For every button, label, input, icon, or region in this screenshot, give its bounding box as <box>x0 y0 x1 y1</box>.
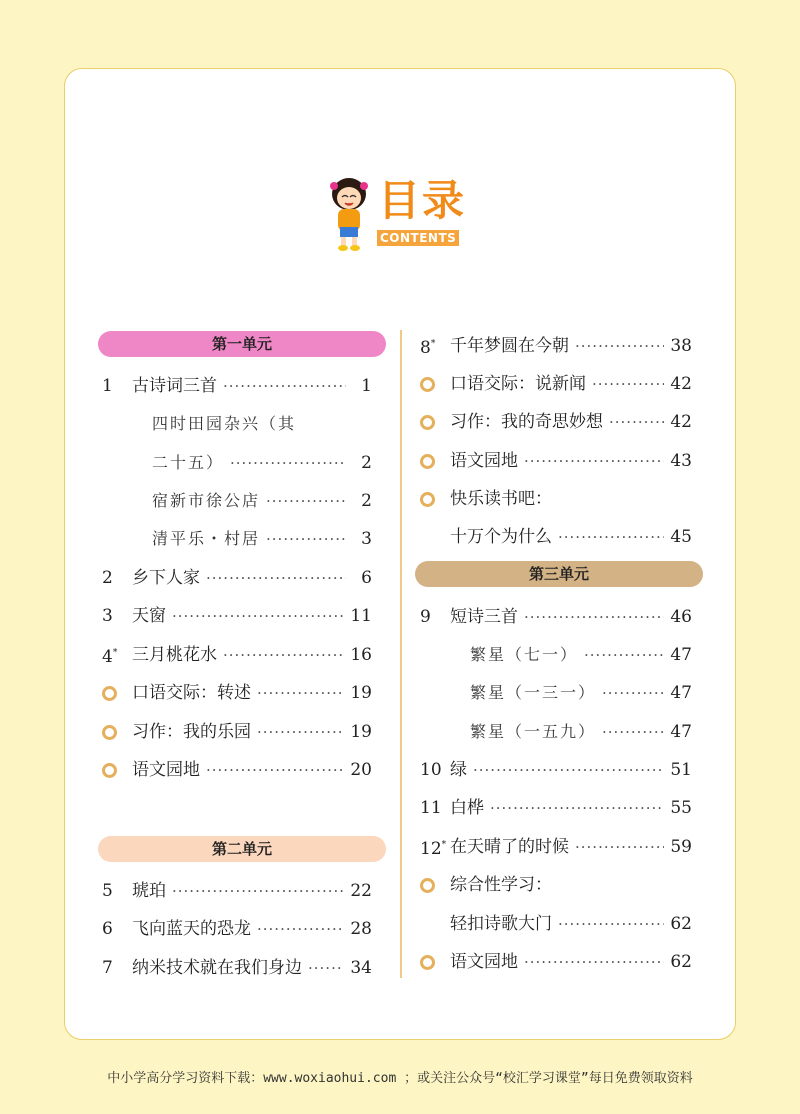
page-number: 16 <box>350 645 372 665</box>
leader-dots <box>602 719 664 745</box>
page-number: 2 <box>361 491 372 511</box>
leader-dots <box>592 371 664 397</box>
lesson-title: 古诗词三首 <box>132 376 217 396</box>
poem-title: 二十五） <box>152 453 225 472</box>
lesson-number: 5 <box>102 881 113 901</box>
lesson-title: 天窗 <box>132 606 166 626</box>
leader-dots <box>602 680 664 706</box>
leader-dots <box>308 955 344 981</box>
page-number: 47 <box>670 645 692 665</box>
page-number: 22 <box>350 881 372 901</box>
toc-item[interactable] <box>420 757 692 783</box>
toc-subitem[interactable] <box>152 411 372 437</box>
lesson-number: 9 <box>420 607 431 627</box>
lesson-number: 11 <box>420 798 442 818</box>
lesson-title: 短诗三首 <box>450 607 518 627</box>
toc-item[interactable] <box>420 448 692 474</box>
toc-item[interactable] <box>102 916 372 942</box>
toc-item[interactable] <box>102 642 372 668</box>
lesson-title: 综合性学习： <box>450 875 552 895</box>
circle-bullet-icon <box>102 686 132 701</box>
optional-marker: * <box>112 648 118 658</box>
lesson-title: 琥珀 <box>132 881 166 901</box>
toc-item[interactable] <box>450 911 692 937</box>
lesson-title: 口语交际：说新闻 <box>450 374 586 394</box>
toc-item[interactable] <box>420 333 692 359</box>
toc-item[interactable] <box>102 757 372 783</box>
page-number: 55 <box>670 798 692 818</box>
lesson-number: 3 <box>102 606 113 626</box>
page-number: 2 <box>361 453 372 473</box>
leader-dots <box>490 795 664 821</box>
poem-title: 繁星（七一） <box>470 645 579 664</box>
toc-subitem[interactable] <box>470 680 692 706</box>
page-number: 59 <box>670 837 692 857</box>
lesson-title: 快乐读书吧： <box>450 489 552 509</box>
leader-dots <box>609 409 664 435</box>
unit-3-header: 第三单元 <box>415 561 703 587</box>
toc-item[interactable] <box>420 409 692 435</box>
optional-marker: * <box>441 840 447 850</box>
poem-title: 宿新市徐公店 <box>152 491 261 510</box>
optional-marker: * <box>430 339 436 349</box>
lesson-title: 三月桃花水 <box>132 645 217 665</box>
page-number: 62 <box>670 952 692 972</box>
lesson-title: 轻扣诗歌大门 <box>450 914 552 934</box>
leader-dots <box>524 604 664 630</box>
toc-item[interactable] <box>420 834 692 860</box>
lesson-title: 语文园地 <box>450 451 518 471</box>
page-number: 6 <box>361 568 372 588</box>
lesson-title: 千年梦圆在今朝 <box>450 336 569 356</box>
lesson-number: 6 <box>102 919 113 939</box>
page-number: 20 <box>350 760 372 780</box>
circle-bullet-icon <box>420 955 450 970</box>
page-number: 38 <box>670 336 692 356</box>
unit-1-header: 第一单元 <box>98 331 386 357</box>
circle-bullet-icon <box>102 725 132 740</box>
lesson-title: 纳米技术就在我们身边 <box>132 958 302 978</box>
leader-dots <box>223 642 344 668</box>
lesson-title: 口语交际：转述 <box>132 683 251 703</box>
leader-dots <box>584 642 664 668</box>
column-divider <box>400 330 402 978</box>
leader-dots <box>575 834 664 860</box>
toc-item[interactable] <box>420 949 692 975</box>
toc-subitem[interactable] <box>152 450 372 476</box>
poem-title: 繁星（一五九） <box>470 722 597 741</box>
leader-dots <box>524 448 664 474</box>
leader-dots <box>257 916 344 942</box>
leader-dots <box>266 488 346 514</box>
toc-subitem[interactable] <box>152 488 372 514</box>
lesson-title: 习作：我的乐园 <box>132 722 251 742</box>
poem-title: 四时田园杂兴（其 <box>152 414 297 433</box>
page-number: 62 <box>670 914 692 934</box>
page-number: 42 <box>670 374 692 394</box>
page-number: 1 <box>361 376 372 396</box>
toc-item[interactable] <box>102 680 372 706</box>
lesson-number: 8* <box>420 338 436 358</box>
leader-dots <box>172 878 344 904</box>
page-number: 3 <box>361 529 372 549</box>
toc-item[interactable] <box>420 604 692 630</box>
lesson-number: 10 <box>420 760 442 780</box>
toc-item[interactable] <box>102 565 372 591</box>
toc-subitem[interactable] <box>470 642 692 668</box>
toc-item[interactable] <box>102 373 372 399</box>
lesson-title: 在天晴了的时候 <box>450 837 569 857</box>
lesson-title: 乡下人家 <box>132 568 200 588</box>
unit-2-header: 第二单元 <box>98 836 386 862</box>
lesson-title: 语文园地 <box>132 760 200 780</box>
toc-item[interactable] <box>450 524 692 550</box>
toc-item[interactable] <box>420 486 692 512</box>
circle-bullet-icon <box>420 454 450 469</box>
leader-dots <box>558 911 664 937</box>
lesson-title: 飞向蓝天的恐龙 <box>132 919 251 939</box>
poem-title: 清平乐・村居 <box>152 529 261 548</box>
leader-dots <box>524 949 664 975</box>
toc-subitem[interactable] <box>470 719 692 745</box>
page-number: 11 <box>350 606 372 626</box>
page-number: 47 <box>670 722 692 742</box>
leader-dots <box>206 757 344 783</box>
lesson-title: 白桦 <box>450 798 484 818</box>
page-number: 51 <box>670 760 692 780</box>
toc-item[interactable] <box>420 795 692 821</box>
page-title: 目录 <box>378 176 467 225</box>
lesson-title: 语文园地 <box>450 952 518 972</box>
page-number: 43 <box>670 451 692 471</box>
lesson-title: 习作：我的奇思妙想 <box>450 412 603 432</box>
lesson-number: 7 <box>102 958 113 978</box>
poem-title: 繁星（一三一） <box>470 683 597 702</box>
lesson-number: 12* <box>420 839 447 859</box>
circle-bullet-icon <box>420 415 450 430</box>
toc-item[interactable] <box>420 371 692 397</box>
lesson-title: 十万个为什么 <box>450 527 552 547</box>
page-number: 19 <box>350 683 372 703</box>
leader-dots <box>257 719 344 745</box>
page-number: 47 <box>670 683 692 703</box>
toc-item[interactable] <box>102 878 372 904</box>
leader-dots <box>558 524 664 550</box>
leader-dots <box>575 333 664 359</box>
circle-bullet-icon <box>420 492 450 507</box>
leader-dots <box>172 603 344 629</box>
leader-dots <box>206 565 346 591</box>
page-number: 45 <box>670 527 692 547</box>
lesson-title: 绿 <box>450 760 467 780</box>
page-number: 28 <box>350 919 372 939</box>
leader-dots <box>257 680 344 706</box>
lesson-number: 2 <box>102 568 113 588</box>
lesson-number: 4* <box>102 647 118 667</box>
toc-item[interactable] <box>420 872 692 898</box>
circle-bullet-icon <box>420 878 450 893</box>
leader-dots <box>266 526 346 552</box>
page-number: 34 <box>350 958 372 978</box>
toc-subitem[interactable] <box>152 526 372 552</box>
leader-dots <box>230 450 346 476</box>
circle-bullet-icon <box>420 377 450 392</box>
page-number: 42 <box>670 412 692 432</box>
leader-dots <box>473 757 664 783</box>
footer-note: 中小学高分学习资料下载：www.woxiaohui.com ；或关注公众号“校汇学习课堂”每日免费领取资料 <box>107 1071 693 1086</box>
lesson-number: 1 <box>102 376 113 396</box>
circle-bullet-icon <box>102 763 132 778</box>
leader-dots <box>223 373 346 399</box>
page-subtitle: CONTENTS <box>377 230 459 246</box>
page-number: 19 <box>350 722 372 742</box>
toc-item[interactable] <box>102 719 372 745</box>
toc-item[interactable] <box>102 955 372 981</box>
page-number: 46 <box>670 607 692 627</box>
toc-item[interactable] <box>102 603 372 629</box>
